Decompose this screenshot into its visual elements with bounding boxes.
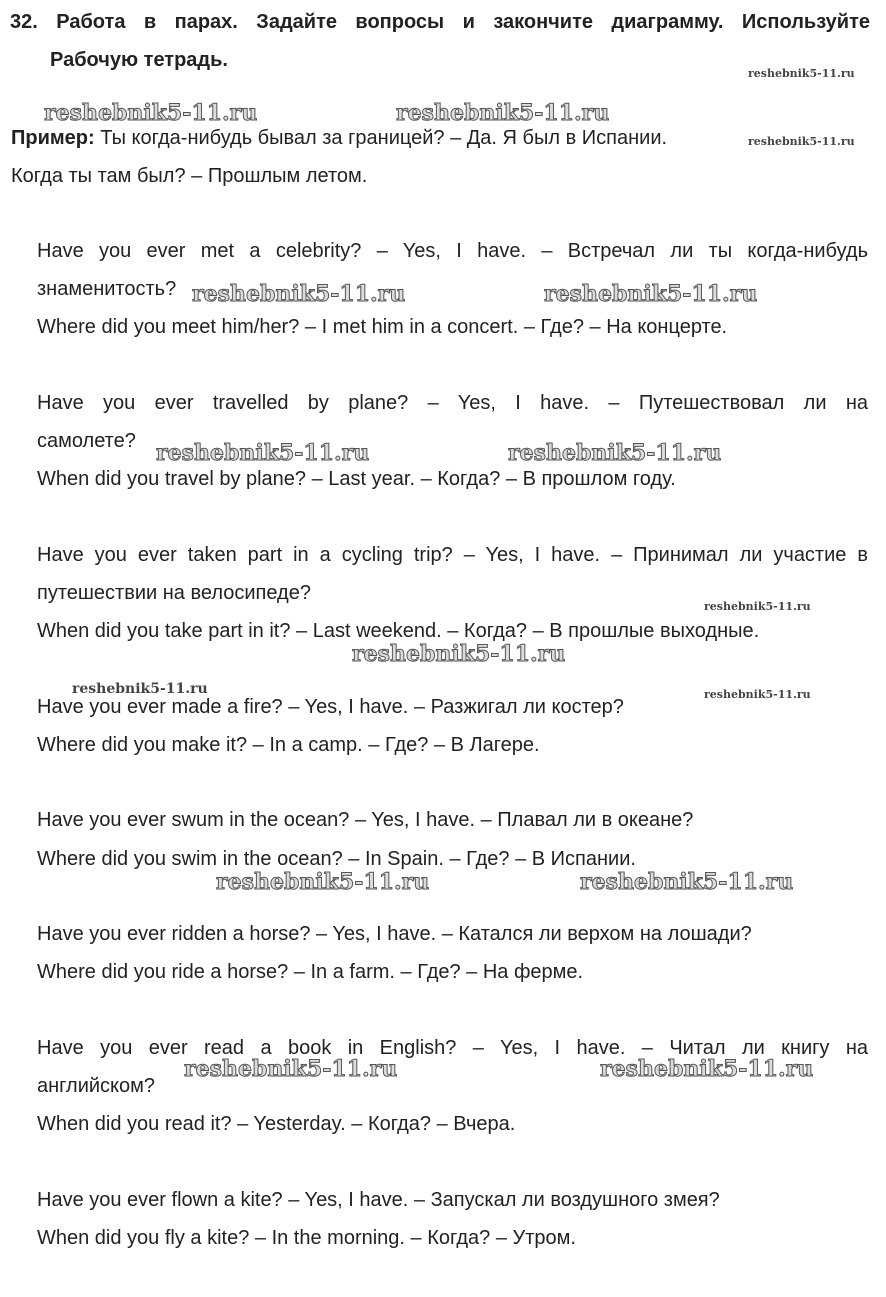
item-7-question-b: английском? bbox=[37, 1075, 156, 1097]
item-3-question bbox=[37, 543, 868, 567]
watermark: reshebnik5-11.ru bbox=[156, 440, 370, 466]
example-label: Пример: bbox=[11, 127, 95, 149]
example-line-1 bbox=[11, 126, 667, 150]
watermark-small: reshebnik5-11.ru bbox=[748, 135, 855, 148]
item-1-question-b: знаменитость? bbox=[37, 278, 177, 300]
item-3-question-a: Have you ever taken part in a cycling trip? – Yes, I have. – Принимал ли участие в bbox=[37, 544, 868, 566]
watermark: reshebnik5-11.ru bbox=[44, 100, 258, 126]
watermark-small: reshebnik5-11.ru bbox=[72, 681, 208, 697]
item-1-question bbox=[37, 239, 868, 263]
item-3-question-b: путешествии на велосипеде? bbox=[37, 582, 311, 604]
task-line-2: Рабочую тетрадь. bbox=[50, 49, 228, 71]
watermark: reshebnik5-11.ru bbox=[396, 100, 610, 126]
item-4-question: Have you ever made a fire? – Yes, I have. – Разжигал ли костер? bbox=[37, 696, 624, 718]
watermark: reshebnik5-11.ru bbox=[544, 281, 758, 307]
watermark-small: reshebnik5-11.ru bbox=[748, 67, 855, 80]
example-line-2: Когда ты там был? – Прошлым летом. bbox=[11, 165, 368, 187]
watermark: reshebnik5-11.ru bbox=[352, 641, 566, 667]
item-1-answer: Where did you meet him/her? – I met him in a concert. – Где? – На концерте. bbox=[37, 316, 728, 338]
item-6-answer: Where did you ride a horse? – In a farm. – Где? – На ферме. bbox=[37, 961, 584, 983]
item-1-question-a: Have you ever met a celebrity? – Yes, I have. – Встречал ли ты когда-нибудь bbox=[37, 240, 868, 262]
watermark: reshebnik5-11.ru bbox=[216, 869, 430, 895]
task-line-1: 32. Работа в парах. Задайте вопросы и закончите диаграмму. Используйте bbox=[10, 11, 870, 33]
item-4-answer: Where did you make it? – In a camp. – Где? – В Лагере. bbox=[37, 734, 540, 756]
watermark: reshebnik5-11.ru bbox=[600, 1056, 814, 1082]
watermark: reshebnik5-11.ru bbox=[192, 281, 406, 307]
watermark-small: reshebnik5-11.ru bbox=[704, 600, 811, 613]
item-7-answer: When did you read it? – Yesterday. – Когда? – Вчера. bbox=[37, 1113, 516, 1135]
item-8-question: Have you ever flown a kite? – Yes, I have. – Запускал ли воздушного змея? bbox=[37, 1189, 720, 1211]
item-2-answer: When did you travel by plane? – Last year. – Когда? – В прошлом году. bbox=[37, 468, 676, 490]
item-8-answer: When did you fly a kite? – In the morning. – Когда? – Утром. bbox=[37, 1227, 576, 1249]
task-heading bbox=[10, 10, 870, 72]
watermark: reshebnik5-11.ru bbox=[184, 1056, 398, 1082]
item-6-question: Have you ever ridden a horse? – Yes, I have. – Катался ли верхом на лошади? bbox=[37, 923, 752, 945]
item-5-answer: Where did you swim in the ocean? – In Spain. – Где? – В Испании. bbox=[37, 848, 636, 870]
watermark-small: reshebnik5-11.ru bbox=[704, 688, 811, 701]
item-2-question-a: Have you ever travelled by plane? – Yes, I have. – Путешествовал ли на bbox=[37, 392, 868, 414]
watermark: reshebnik5-11.ru bbox=[580, 869, 794, 895]
example-text-1: Ты когда-нибудь бывал за границей? – Да. Я был в Испании. bbox=[94, 127, 668, 149]
watermark: reshebnik5-11.ru bbox=[508, 440, 722, 466]
item-2-question bbox=[37, 391, 868, 415]
item-5-question: Have you ever swum in the ocean? – Yes, I have. – Плавал ли в океане? bbox=[37, 809, 694, 831]
item-7-question-a: Have you ever read a book in English? – Yes, I have. – Читал ли книгу на bbox=[37, 1037, 868, 1059]
item-3-answer: When did you take part in it? – Last weekend. – Когда? – В прошлые выходные. bbox=[37, 620, 760, 642]
item-2-question-b: самолете? bbox=[37, 430, 136, 452]
